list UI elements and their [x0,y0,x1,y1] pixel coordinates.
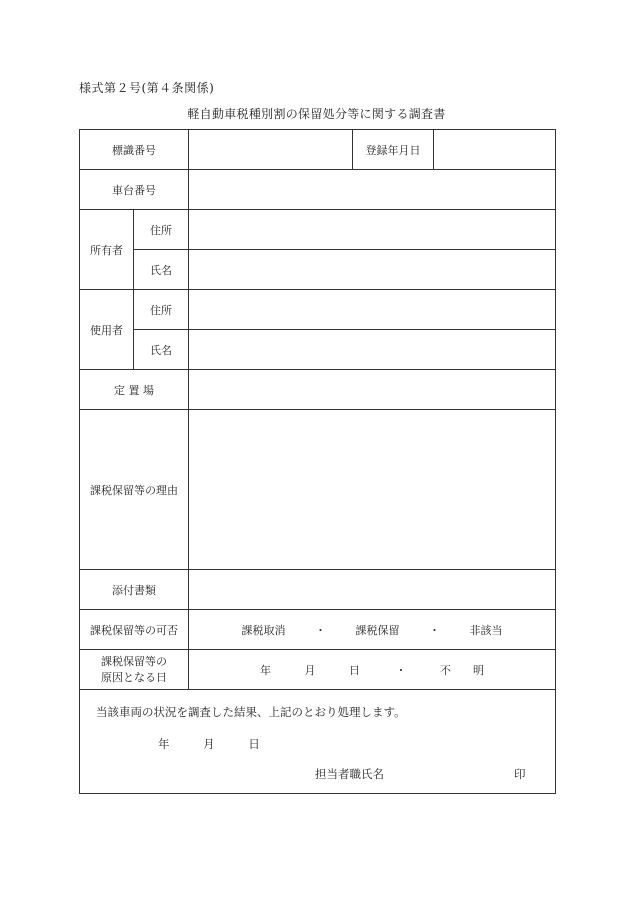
label-attachments: 添付書類 [80,570,189,610]
field-registration-date[interactable] [434,130,556,170]
row-chassis-number [80,170,556,210]
officer-label: 担当者職氏名 [315,767,384,781]
label-cause-date [80,650,189,690]
form-number: 様式第２号(第４条関係) [79,81,215,95]
field-reason[interactable] [189,410,556,570]
processing-date [158,736,290,752]
seal-label: 印 [514,767,526,781]
cause-day: 日 [349,663,360,677]
row-attachments [80,570,556,610]
label-owner-address: 住所 [134,210,189,250]
field-owner-address[interactable] [189,210,556,250]
option-tax-cancel[interactable]: 課税取消 [241,623,286,637]
document-title: 軽自動車税種別割の保留処分等に関する調査書 [187,107,446,121]
cause-unknown[interactable]: 不 明 [440,663,484,677]
row-cause-date [80,650,556,690]
label-storage-place: 定 置 場 [80,370,189,410]
label-user: 使用者 [80,290,134,370]
separator-dot: ・ [395,663,407,677]
field-storage-place[interactable] [189,370,556,410]
label-plate-number: 標識番号 [80,130,189,170]
decision-options [189,610,556,650]
field-owner-name[interactable] [189,250,556,290]
field-plate-number[interactable] [189,130,353,170]
label-reason: 課税保留等の理由 [80,410,189,570]
field-chassis-number[interactable] [189,170,556,210]
row-plate-number [80,130,556,170]
note-text: 当該車両の状況を調査した結果、上記のとおり処理します。 [96,705,406,719]
option-tax-hold[interactable]: 課税保留 [355,623,400,637]
row-decision [80,610,556,650]
option-not-applicable[interactable]: 非該当 [469,623,503,637]
row-user-address [80,290,556,330]
cause-year: 年 [260,663,271,677]
label-cause-date-line1: 課税保留等の [101,654,167,668]
label-registration-date: 登録年月日 [353,130,434,170]
row-storage-place [80,370,556,410]
label-user-address: 住所 [134,290,189,330]
label-chassis-number: 車台番号 [80,170,189,210]
row-user-name [80,330,556,370]
field-user-address[interactable] [189,290,556,330]
field-attachments[interactable] [189,570,556,610]
note-cell [80,690,556,794]
label-user-name: 氏名 [134,330,189,370]
survey-form-table [79,129,556,794]
separator-dot: ・ [429,623,440,637]
cause-month: 月 [304,663,316,677]
separator-dot: ・ [315,623,326,637]
row-reason [80,410,556,570]
label-decision: 課税保留等の可否 [80,610,189,650]
date-year: 年 [158,737,170,751]
date-day: 日 [248,737,260,751]
row-owner-address [80,210,556,250]
date-month: 月 [203,737,215,751]
label-cause-date-line2: 原因となる日 [101,670,167,684]
label-owner: 所有者 [80,210,134,290]
cause-date-options [189,650,556,690]
field-user-name[interactable] [189,330,556,370]
label-owner-name: 氏名 [134,250,189,290]
row-note [80,690,556,794]
row-owner-name [80,250,556,290]
